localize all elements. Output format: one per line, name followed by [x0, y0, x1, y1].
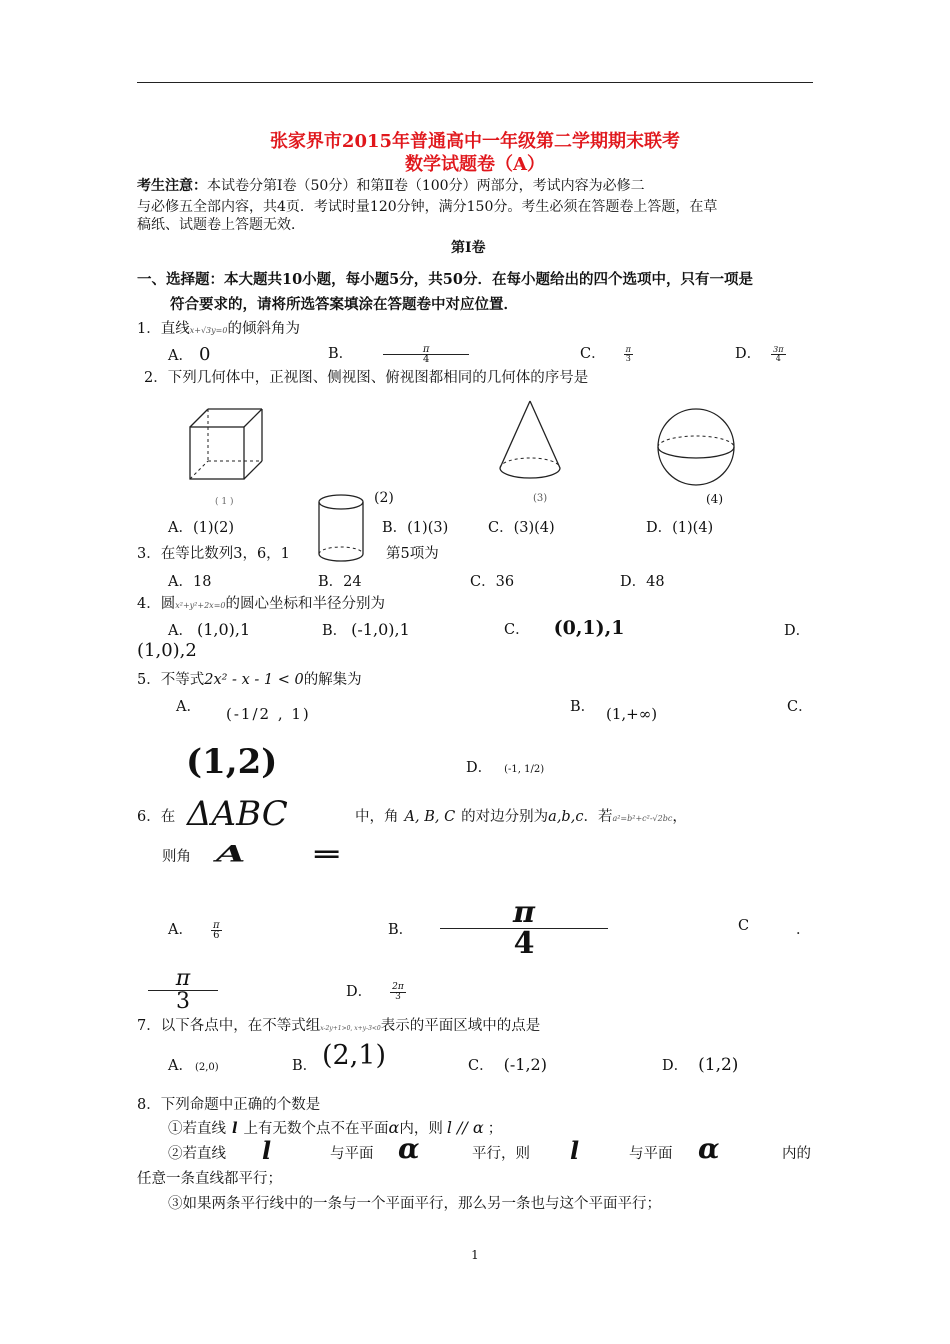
q8-s1-line: l [232, 1120, 238, 1137]
question-3-pre: 3．在等比数列3，6，1 [137, 546, 290, 562]
notice-line-2: 与必修五全部内容，共4页．考试时量120分钟，满分150分。考生必须在答题卷上答题，在草 [137, 199, 718, 215]
q1-equation: x+√3y=0 [189, 326, 228, 335]
q1-d-den: 4 [775, 353, 781, 363]
q8-s2-end: 内的 [782, 1146, 811, 1162]
sphere-figure [654, 405, 738, 489]
q4-option-c [504, 617, 624, 639]
q8-s2-pre: ②若直线 [168, 1146, 226, 1162]
q1-a-label: A． [168, 348, 193, 364]
q6-mid3: ．若 [583, 809, 613, 825]
q8-s1-end: ； [487, 1121, 503, 1137]
q6-a-fraction [211, 921, 222, 940]
q4-b-value: (-1,0),1 [351, 620, 410, 639]
q4-a-label: A． [168, 623, 193, 639]
q7-option-c [468, 1054, 547, 1075]
question-7 [137, 1014, 540, 1035]
q5-option-b-label: B． [570, 699, 596, 715]
question-1 [137, 317, 300, 338]
q6-mid1: 中，角 [355, 809, 399, 825]
q6-c-den: 3 [176, 989, 190, 1014]
q4-option-d: D． [784, 623, 811, 639]
exam-subtitle: 数学试题卷（A） [405, 154, 545, 175]
q6-a-num: π [212, 919, 220, 931]
q2-option-a: A．(1)(2) [168, 520, 235, 536]
q5-option-a-label: A． [176, 699, 201, 715]
q8-s2-alpha-2: α [698, 1132, 720, 1165]
q7-a-label: A． [168, 1058, 193, 1074]
figure-label-1: ( 1 ) [215, 497, 234, 507]
notice-label: 考生注意： [137, 178, 207, 194]
q4-c-value: (0,1),1 [553, 617, 625, 639]
q4-b-label: B． [322, 623, 348, 639]
q1-c-fraction [624, 346, 633, 363]
q1-c-label: C． [580, 346, 606, 362]
question-3-post: 第5项为 [386, 546, 439, 562]
q6-a-equals: A = [216, 840, 369, 867]
q7-c-value: (-1,2) [503, 1055, 547, 1074]
q6-a-den: 6 [213, 929, 220, 941]
q1-b-den: 4 [422, 353, 430, 365]
section-heading-2: 符合要求的，请将所选答案填涂在答题卷中对应位置． [170, 296, 518, 313]
q1-b-num: π [383, 345, 469, 355]
q4-d-value: (1,0),2 [137, 640, 197, 661]
q6-then: 则角 [162, 849, 191, 865]
q5-inequality: 2x² - x - 1 < 0 [204, 672, 304, 688]
q1-c-den: 3 [625, 353, 631, 363]
header-rule [137, 82, 813, 83]
q5-post: 的解集为 [303, 672, 362, 688]
q8-s2-line: l [262, 1136, 272, 1165]
q6-d-den: 3 [395, 991, 401, 1002]
q5-option-c-label: C． [787, 699, 813, 715]
q8-s2-mid: 与平面 [330, 1146, 374, 1162]
q6-angles: A, B, C [404, 809, 456, 825]
q3-option-c: C．36 [470, 574, 515, 590]
q5-pre: 5．不等式 [137, 672, 205, 688]
q8-s1-alpha: α [388, 1118, 400, 1137]
notice-line-3: 稿纸、试题卷上答题无效． [137, 217, 305, 233]
q6-option-a [168, 918, 222, 940]
q1-option-b [328, 342, 469, 364]
q4-post: 的圆心坐标和半径分别为 [225, 596, 385, 612]
q2-option-d: D．(1)(4) [646, 520, 714, 536]
question-6-line [355, 805, 687, 826]
cube-figure [186, 405, 266, 483]
q1-d-label: D． [735, 346, 762, 362]
q8-s1-relation: l // α [446, 1118, 484, 1137]
exam-title: 张家界市2015年普通高中一年级第二学期期末联考 [269, 131, 681, 152]
q8-s2-line-2: l [570, 1136, 580, 1165]
q4-option-a [168, 619, 250, 640]
figure-label-2: (2) [374, 490, 394, 506]
q8-s1-pre: ①若直线 [168, 1121, 226, 1137]
q8-s2-alpha: α [398, 1132, 420, 1165]
q6-a-label: A． [168, 922, 193, 938]
cylinder-figure [314, 492, 368, 564]
q6-c-fraction [148, 968, 218, 1013]
question-2: 2．下列几何体中，正视图、侧视图、俯视图都相同的几何体的序号是 [144, 370, 589, 386]
question-5 [137, 668, 362, 689]
q6-b-fraction [440, 895, 608, 961]
q3-option-d: D．48 [620, 574, 665, 590]
section-heading-1: 一、选择题：本大题共10小题，每小题5分，共50分．在每小题给出的四个选项中，只有一项是 [137, 271, 753, 288]
q4-pre: 4．圆 [137, 596, 176, 612]
q7-pre: 7．以下各点中，在不等式组 [137, 1018, 321, 1034]
q8-s2-mid3: 与平面 [629, 1146, 673, 1162]
q8-s1-mid: 上有无数个点不在平面 [243, 1121, 389, 1137]
q5-a-value: (-1/2 , 1) [226, 705, 311, 723]
q6-d-num: 2π [392, 981, 404, 992]
q7-b-value: (2,1) [322, 1040, 387, 1071]
q3-option-b: B．24 [318, 574, 362, 590]
q1-d-num: 3π [773, 344, 784, 354]
q6-triangle: ΔABC [187, 794, 288, 834]
q8-s2-line2: 任意一条直线都平行； [137, 1171, 282, 1187]
q7-d-label: D． [662, 1058, 689, 1074]
q4-equation: x²+y²+2x=0 [175, 601, 226, 610]
q7-a-value: (2,0) [194, 1062, 219, 1073]
notice-line-1 [137, 177, 815, 196]
q6-d-fraction [390, 983, 406, 1002]
q5-b-value: (1,+∞) [606, 705, 658, 723]
q1-b-label: B． [328, 346, 354, 362]
q8-statement-1 [168, 1117, 502, 1138]
q7-post: 表示的平面区域中的点是 [380, 1018, 541, 1034]
q3-option-a: A．18 [168, 574, 212, 590]
cone-figure [494, 398, 566, 486]
q7-system: x-2y+1>0, x+y-3<0 [320, 1025, 381, 1032]
q5-c-value: (1,2) [186, 742, 278, 782]
q6-tail: ， [672, 809, 687, 825]
q8-statement-3: ③如果两条平行线中的一条与一个平面平行，那么另一条也与这个平面平行； [168, 1196, 661, 1212]
q1-post: 的倾斜角为 [227, 321, 300, 337]
q6-option-d [346, 980, 406, 1002]
q1-b-fraction [383, 345, 469, 364]
figure-label-3: (3) [533, 493, 548, 504]
question-6-pre: 6．在 [137, 809, 176, 825]
q7-c-label: C． [468, 1058, 494, 1074]
q4-option-b [322, 619, 410, 640]
q2-option-c: C．(3)(4) [488, 520, 555, 536]
question-8: 8．下列命题中正确的个数是 [137, 1097, 321, 1113]
q6-b-den: 4 [513, 926, 535, 961]
q1-option-a [168, 344, 210, 365]
q6-option-c-dot: ． [796, 922, 811, 938]
q1-d-fraction [771, 346, 785, 363]
q8-s1-mid2: 内，则 [399, 1121, 443, 1137]
q5-option-d [466, 756, 544, 777]
q4-a-value: (1,0),1 [196, 620, 251, 639]
q7-option-a [168, 1054, 219, 1075]
q7-option-d [662, 1054, 738, 1075]
q1-pre: 1．直线 [137, 321, 190, 337]
q6-option-b-label: B． [388, 922, 414, 938]
q6-c-num: π [148, 968, 218, 991]
part-title: 第Ⅰ卷 [451, 240, 486, 256]
notice-text-1: 本试卷分第Ⅰ卷（50分）和第Ⅱ卷（100分）两部分，考试内容为必修二 [207, 178, 645, 194]
figure-label-4: (4) [706, 492, 723, 506]
q8-s2-mid2: 平行，则 [472, 1146, 530, 1162]
q4-c-label: C． [504, 622, 530, 638]
q6-option-c-label: C [738, 918, 750, 934]
q1-c-num: π [625, 344, 631, 354]
q6-d-label: D． [346, 984, 373, 1000]
q5-d-label: D． [466, 760, 493, 776]
q5-d-value: (-1, 1/2) [504, 764, 545, 775]
q1-a-value: 0 [198, 344, 211, 365]
q7-d-value: (1,2) [698, 1055, 739, 1075]
question-4 [137, 592, 385, 613]
q6-mid2: 的对边分别为 [461, 809, 549, 825]
q1-option-c [580, 342, 633, 363]
q6-b-num: π [440, 898, 608, 929]
q6-sides: a,b,c [548, 809, 584, 825]
page-number: 1 [471, 1248, 479, 1262]
q7-option-b-label: B． [292, 1058, 318, 1074]
q1-option-d [735, 342, 786, 363]
q6-condition: a²=b²+c²-√2bc [612, 814, 673, 823]
q2-option-b: B．(1)(3) [380, 516, 448, 537]
